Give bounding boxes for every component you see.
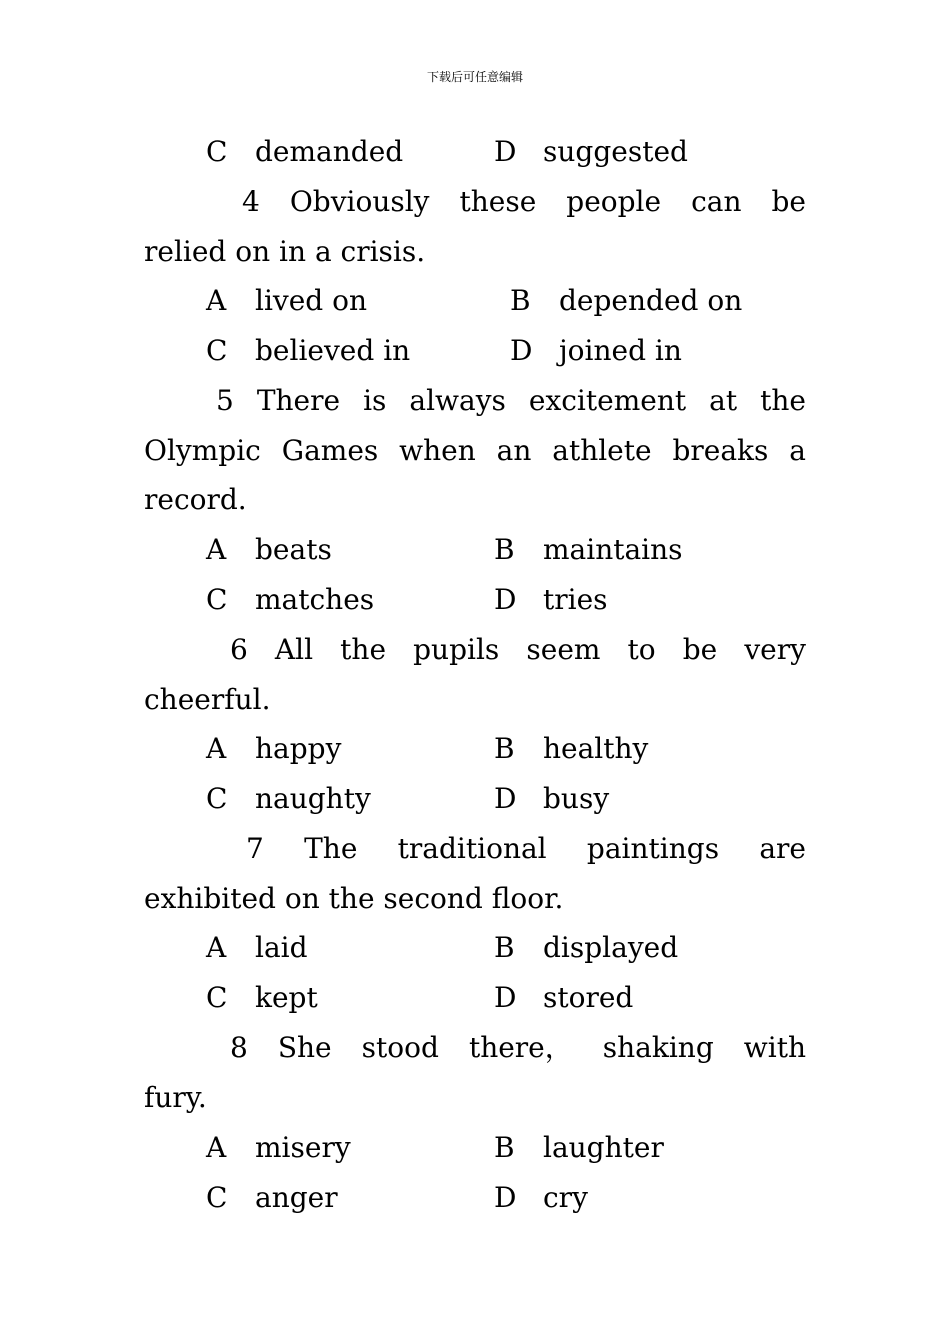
q8-option-d-letter: D (494, 1181, 517, 1214)
q5-word: excitement (528, 384, 687, 417)
q5-word: There (256, 384, 341, 417)
q6-option-c-letter: C (206, 782, 228, 815)
q5-word: is (363, 384, 387, 417)
q6-word: pupils (413, 633, 500, 666)
q8-word: shaking (602, 1031, 714, 1064)
q8-option-a-letter: A (206, 1131, 227, 1164)
q4-option-d-letter: D (510, 334, 533, 367)
q4-number: 4 (242, 185, 260, 218)
q5-option-b-text: maintains (543, 533, 683, 566)
q5-word: Olympic (144, 434, 261, 467)
q4-word: be (771, 185, 806, 218)
q5-question-line3: record. (144, 483, 247, 516)
q8-option-a-text: misery (255, 1131, 351, 1164)
q4-option-a-text: lived on (255, 284, 368, 317)
q5-option-d-text: tries (543, 583, 608, 616)
q6-word: be (682, 633, 718, 666)
q7-word: are (759, 832, 806, 865)
q7-question-line2: exhibited on the second floor. (144, 882, 564, 915)
q4-option-d-text: joined in (559, 334, 682, 367)
q7-question-line1 (144, 829, 806, 869)
q7-option-c-letter: C (206, 981, 228, 1014)
q8-option-c-text: anger (255, 1181, 338, 1214)
q7-word: traditional (397, 832, 547, 865)
q5-number: 5 (216, 384, 234, 417)
page-header: 下载后可任意编辑 (426, 70, 523, 84)
q6-option-b-text: healthy (543, 732, 649, 765)
q4-word: people (566, 185, 662, 218)
q4-option-a-letter: A (206, 284, 227, 317)
q6-option-d-letter: D (494, 782, 517, 815)
q7-number: 7 (246, 832, 264, 865)
q5-word: when (399, 434, 476, 467)
q6-word: seem (526, 633, 601, 666)
q5-option-a-text: beats (255, 533, 332, 566)
q8-word: stood (361, 1031, 439, 1064)
q7-option-b-letter: B (494, 931, 515, 964)
q6-option-d-text: busy (543, 782, 610, 815)
q5-word: breaks (672, 434, 769, 467)
q8-option-d-text: cry (543, 1181, 588, 1214)
q5-word: Games (281, 434, 379, 467)
q3-option-c-letter: C (206, 135, 228, 168)
q5-word: at (709, 384, 738, 417)
q6-option-a-text: happy (255, 732, 342, 765)
q7-option-a-letter: A (206, 931, 227, 964)
q7-option-c-text: kept (255, 981, 318, 1014)
q7-option-b-text: displayed (543, 931, 679, 964)
q3-option-c-text: demanded (255, 135, 404, 168)
q6-word: very (744, 633, 806, 666)
q5-word: a (789, 434, 806, 467)
q5-question-line1 (144, 381, 806, 421)
q5-option-a-letter: A (206, 533, 227, 566)
q6-number: 6 (230, 633, 248, 666)
q8-number: 8 (230, 1031, 248, 1064)
q5-option-b-letter: B (494, 533, 515, 566)
q8-option-b-text: laughter (543, 1131, 664, 1164)
q3-option-d-text: suggested (543, 135, 688, 168)
q7-option-d-text: stored (543, 981, 634, 1014)
q3-option-d-letter: D (494, 135, 517, 168)
q4-question-line1 (144, 182, 806, 222)
q8-question-line1 (144, 1028, 806, 1068)
q6-word: to (627, 633, 656, 666)
q4-option-c-text: believed in (255, 334, 411, 367)
q7-word: The (304, 832, 358, 865)
q4-word: these (459, 185, 537, 218)
q6-word: the (340, 633, 387, 666)
q8-question-line2: fury. (144, 1081, 207, 1114)
q5-option-c-letter: C (206, 583, 228, 616)
q5-word: always (409, 384, 506, 417)
q7-option-a-text: laid (255, 931, 308, 964)
q6-option-a-letter: A (206, 732, 227, 765)
q5-question-line2 (144, 431, 806, 471)
q4-question-line2: relied on in a crisis. (144, 235, 426, 268)
q5-option-c-text: matches (255, 583, 375, 616)
q5-word: the (760, 384, 806, 417)
q8-option-c-letter: C (206, 1181, 228, 1214)
q7-option-d-letter: D (494, 981, 517, 1014)
q8-word: there， (468, 1031, 573, 1064)
q4-option-b-text: depended on (559, 284, 743, 317)
q6-option-b-letter: B (494, 732, 515, 765)
q4-option-c-letter: C (206, 334, 228, 367)
q6-question-line2: cheerful. (144, 683, 271, 716)
q8-word: She (277, 1031, 332, 1064)
q4-option-b-letter: B (510, 284, 531, 317)
q7-word: paintings (586, 832, 720, 865)
q5-word: an (496, 434, 532, 467)
q6-word: All (274, 633, 314, 666)
q6-option-c-text: naughty (255, 782, 371, 815)
q4-word: can (691, 185, 742, 218)
q8-word: with (743, 1031, 806, 1064)
q6-question-line1 (144, 630, 806, 670)
q5-option-d-letter: D (494, 583, 517, 616)
q8-option-b-letter: B (494, 1131, 515, 1164)
q4-word: Obviously (289, 185, 430, 218)
q5-word: athlete (552, 434, 652, 467)
